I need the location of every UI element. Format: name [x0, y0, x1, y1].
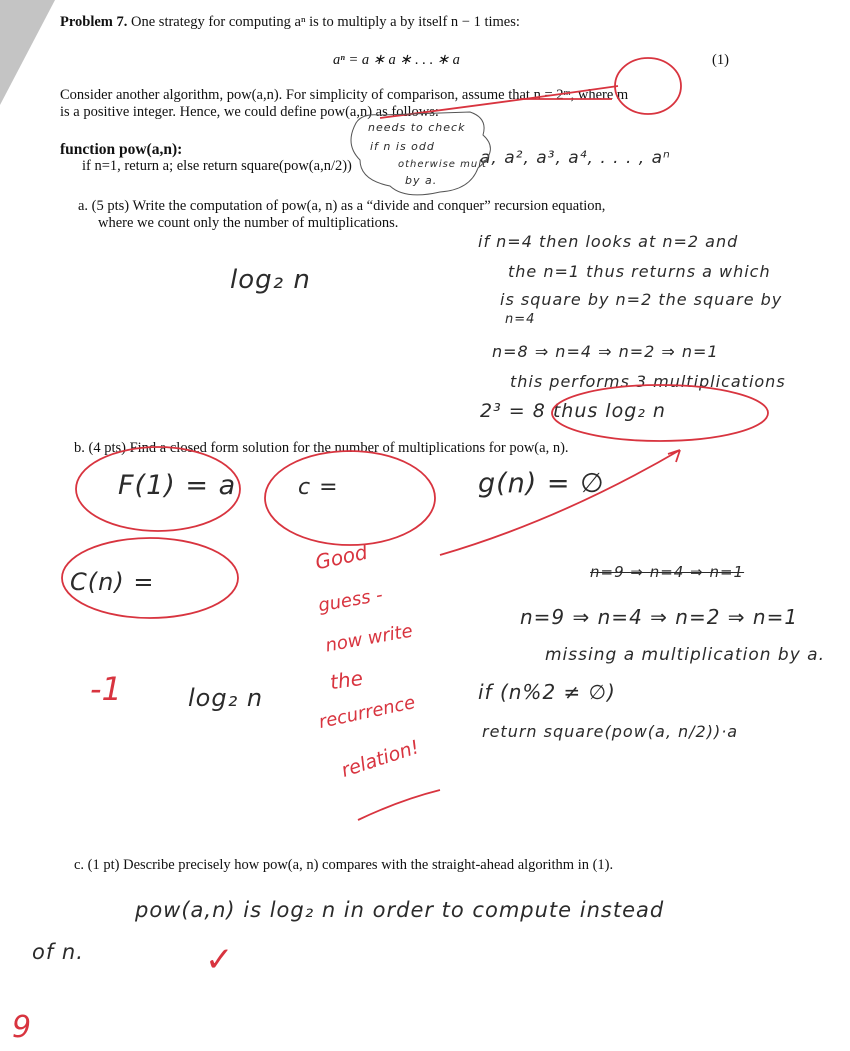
handwritten-b-answer: log₂ n [188, 684, 264, 712]
handwritten-powers: a, a², a³, a⁴, . . . , aⁿ [480, 148, 671, 168]
grader-note-check-odd: if n is odd [370, 140, 435, 153]
handwritten-b-note: if (n%2 ≠ ∅) [478, 680, 616, 704]
equation: aⁿ = a ∗ a ∗ . . . ∗ a [333, 52, 460, 68]
handwritten-c-answer: of n. [32, 940, 84, 964]
handwritten-c: c = [298, 475, 339, 500]
handwritten-b-note: n=9 ⇒ n=4 ⇒ n=2 ⇒ n=1 [520, 605, 799, 629]
red-circle-c [265, 451, 435, 545]
problem-label: Problem 7. [60, 14, 128, 30]
paragraph-line-1: Consider another algorithm, pow(a,n). For simplicity of comparison, assume that n = 2ᵐ, where m [60, 87, 629, 103]
handwritten-a-note: this performs 3 multiplications [510, 372, 786, 391]
grader-note-check-odd: otherwise mult [398, 159, 487, 170]
grader-note-check-odd: by a. [405, 174, 438, 187]
handwritten-a-note: is square by n=2 the square by [500, 290, 783, 309]
grader-comment: guess - [316, 584, 385, 617]
part-a-line-2: where we count only the number of multiplications. [98, 215, 399, 231]
function-heading: function pow(a,n): [60, 141, 183, 158]
equation-number: (1) [712, 52, 729, 68]
red-underline-relation [358, 790, 440, 820]
grader-note-check-odd: needs to check [368, 121, 466, 134]
function-body: if n=1, return a; else return square(pow(a,n/2)) [82, 158, 352, 174]
grader-comment: the [328, 665, 365, 695]
handwritten-a-note: the n=1 thus returns a which [508, 262, 771, 281]
grader-comment: recurrence [316, 692, 418, 733]
handwritten-a-answer: log₂ n [230, 265, 311, 295]
handwritten-a-note: 2³ = 8 thus log₂ n [480, 400, 666, 422]
grader-checkmark: ✓ [205, 940, 234, 980]
handwritten-f1: F(1) = a [118, 470, 237, 501]
handwritten-a-note: n=4 [505, 312, 536, 327]
red-circle-n-equals-2m [615, 58, 681, 114]
part-b-line-1: b. (4 pts) Find a closed form solution for the number of multiplications for pow(a, n). [74, 440, 569, 456]
problem-intro: One strategy for computing aⁿ is to multiply a by itself n − 1 times: [131, 14, 520, 30]
handwritten-b-note: missing a multiplication by a. [545, 645, 826, 665]
handwritten-a-note: n=8 ⇒ n=4 ⇒ n=2 ⇒ n=1 [492, 342, 719, 361]
handwritten-strike: n=9 ⇒ n=4 ⇒ n=1 [590, 563, 745, 581]
part-c-line-1: c. (1 pt) Describe precisely how pow(a, n) compares with the straight-ahead algorithm in (1). [74, 857, 614, 873]
part-a-line-1: a. (5 pts) Write the computation of pow(a, n) as a “divide and conquer” recursion equation, [78, 198, 606, 214]
paragraph-line-2: is a positive integer. Hence, we could define pow(a,n) as follows: [60, 104, 439, 120]
grader-score: 9 [12, 1010, 32, 1045]
handwritten-c-answer: pow(a,n) is log₂ n in order to compute instead [135, 898, 665, 922]
handwritten-b-note: return square(pow(a, n/2))·a [482, 722, 739, 741]
handwritten-cn: C(n) = [70, 568, 155, 596]
handwritten-a-note: if n=4 then looks at n=2 and [478, 232, 739, 251]
page-corner-shadow [0, 0, 60, 110]
grader-comment: relation! [338, 736, 422, 782]
problem-heading [60, 14, 520, 31]
grader-deduction: -1 [90, 670, 122, 708]
handwritten-gn: g(n) = ∅ [478, 468, 605, 499]
grader-comment: Good [313, 539, 370, 575]
red-arrow-b [440, 450, 680, 555]
grader-comment: now write [323, 620, 415, 657]
